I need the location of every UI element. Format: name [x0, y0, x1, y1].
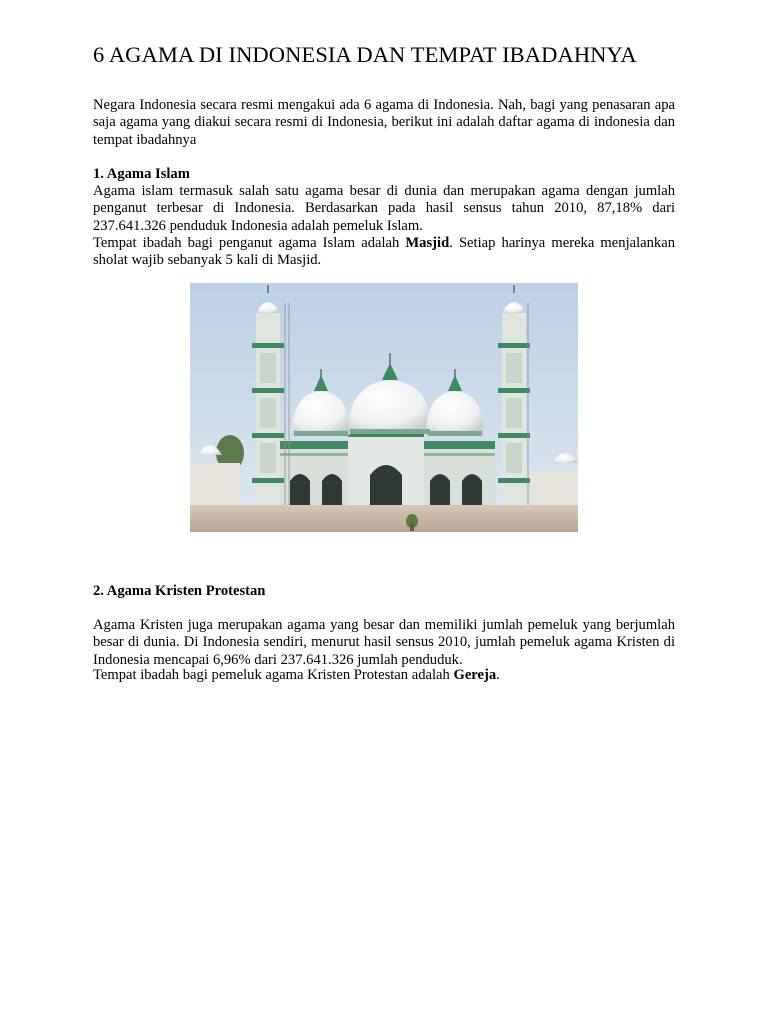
section-body-kristen: Agama Kristen juga merupakan agama yang besar dan memiliki jumlah pemeluk yang berjumlah besar di dunia. Di Indonesia sendiri, menurut hasil sensus 2010, jumlah pemeluk agama Kristen di Indonesia mencapai 6,96% dari 237.641.326 jumlah penduduk. [93, 617, 675, 668]
page-title: 6 AGAMA DI INDONESIA DAN TEMPAT IBADAHNYA [93, 42, 637, 67]
section-place-kristen [93, 667, 675, 684]
section-place-islam [93, 235, 675, 270]
place-prefix: Tempat ibadah bagi pemeluk agama Kristen Protestan adalah [93, 667, 454, 683]
place-prefix: Tempat ibadah bagi penganut agama Islam adalah [93, 235, 406, 251]
mosque-photo [190, 283, 578, 532]
place-suffix: . Setiap harinya mereka menjalankan sholat wajib sebanyak 5 kali di Masjid. [93, 235, 675, 269]
intro-paragraph: Negara Indonesia secara resmi mengakui ada 6 agama di Indonesia. Nah, bagi yang penasaran apa saja agama yang diakui secara resmi di Indonesia, berikut ini adalah daftar agama di indonesia dan tempat ibadahnya [93, 97, 675, 148]
place-name-masjid: Masjid [405, 235, 450, 251]
place-suffix: . [496, 667, 500, 683]
section-heading-kristen: 2. Agama Kristen Protestan [93, 583, 266, 599]
section-heading-islam: 1. Agama Islam [93, 166, 190, 182]
place-name-gereja: Gereja [453, 667, 497, 683]
section-body-islam: Agama islam termasuk salah satu agama besar di dunia dan merupakan agama dengan jumlah penganut terbesar di Indonesia. Berdasarkan pada hasil sensus tahun 2010, 87,18% dari 237.641.326 penduduk Indonesia adalah pemeluk Islam. [93, 183, 675, 234]
